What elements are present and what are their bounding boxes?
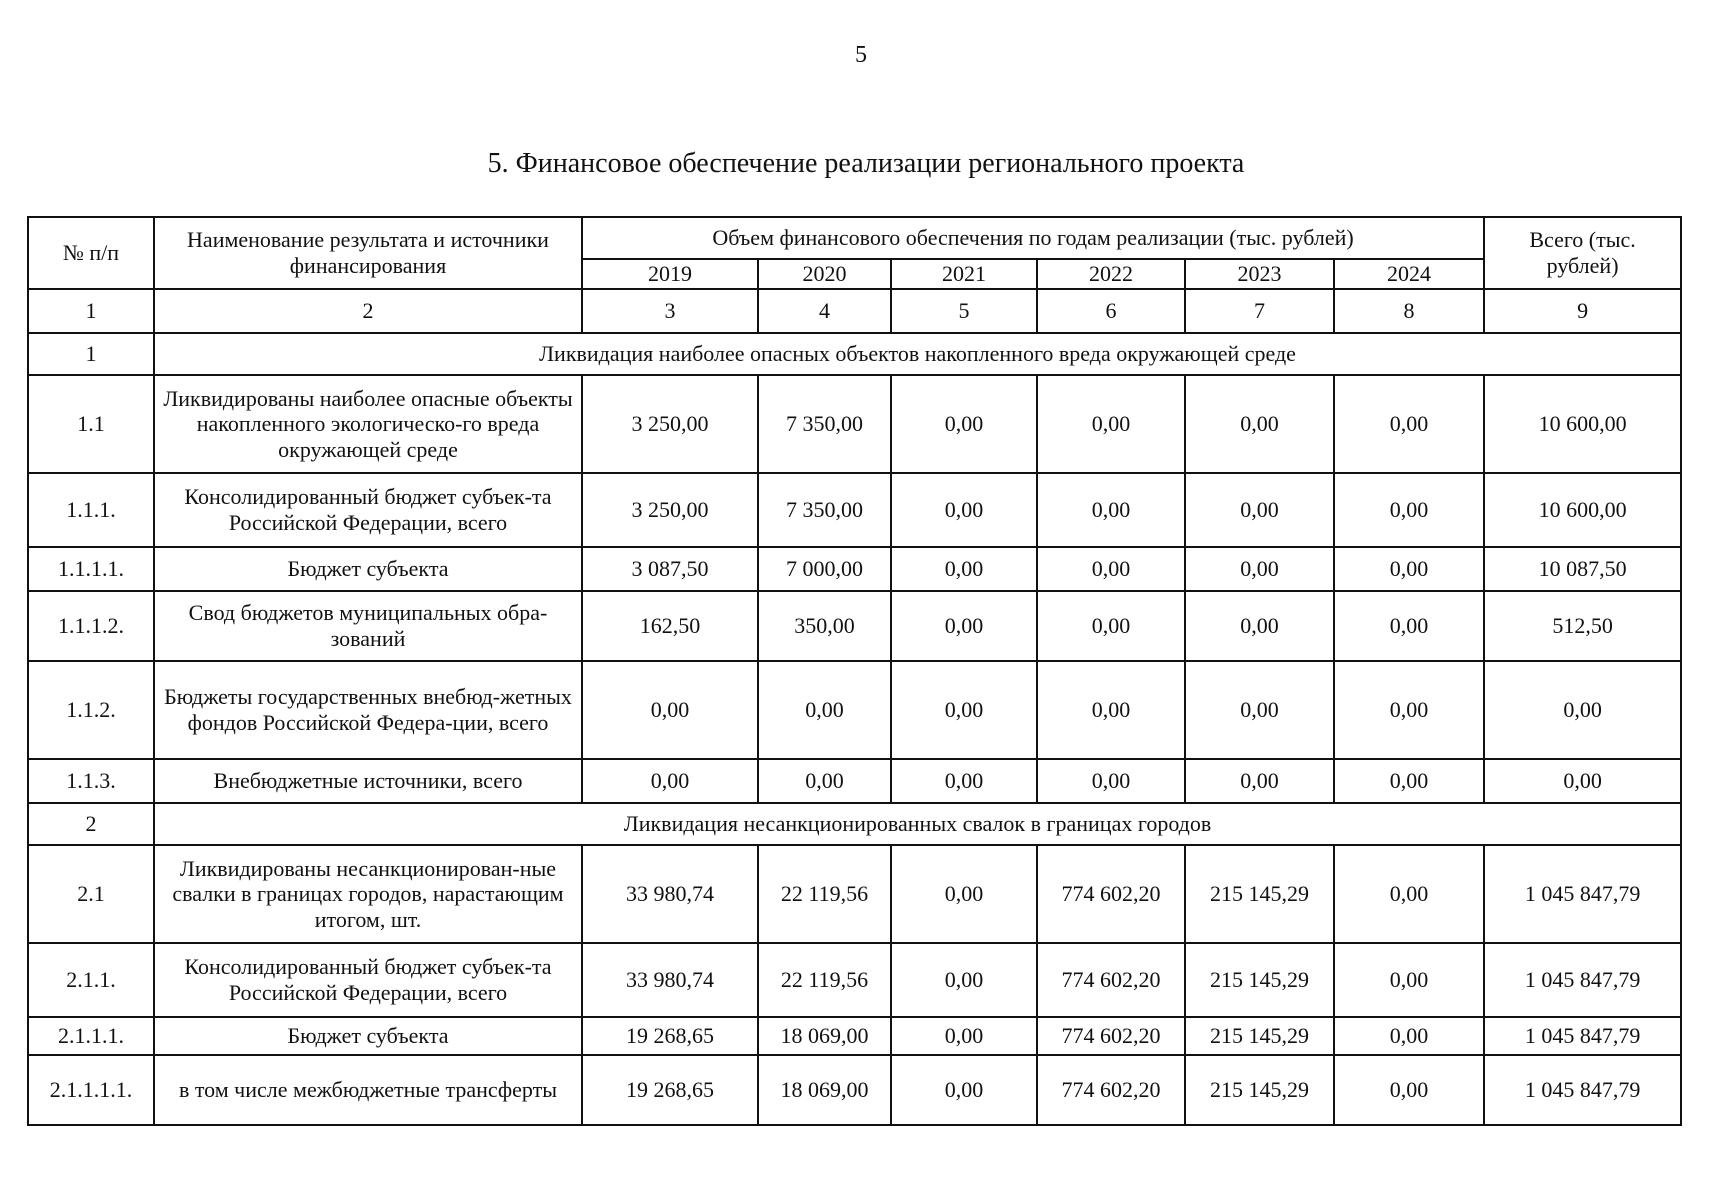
row-name: Внебюджетные источники, всего [154, 759, 582, 803]
year-value: 0,00 [1334, 661, 1484, 759]
column-number: 9 [1484, 289, 1681, 333]
year-value: 0,00 [1037, 661, 1185, 759]
year-value: 0,00 [582, 661, 758, 759]
year-value: 0,00 [1334, 375, 1484, 473]
year-value: 0,00 [758, 661, 891, 759]
year-value: 774 602,20 [1037, 845, 1185, 943]
year-value: 0,00 [1037, 759, 1185, 803]
year-value: 19 268,65 [582, 1055, 758, 1125]
row-name: Консолидированный бюджет субъек-та Российской Федерации, всего [154, 943, 582, 1017]
header-year: 2021 [891, 259, 1037, 289]
year-value: 0,00 [1334, 473, 1484, 547]
section-row [28, 803, 1681, 845]
row-name: Свод бюджетов муниципальных обра-зований [154, 591, 582, 661]
year-value: 0,00 [1185, 547, 1334, 591]
table-row [28, 1055, 1681, 1125]
column-number: 8 [1334, 289, 1484, 333]
section-number: 1 [28, 333, 154, 375]
year-value: 0,00 [1334, 943, 1484, 1017]
year-value: 0,00 [1037, 473, 1185, 547]
year-value: 33 980,74 [582, 845, 758, 943]
column-number: 1 [28, 289, 154, 333]
row-total: 10 600,00 [1484, 375, 1681, 473]
year-value: 0,00 [1334, 759, 1484, 803]
year-value: 0,00 [1185, 375, 1334, 473]
table-row [28, 845, 1681, 943]
year-value: 0,00 [1185, 591, 1334, 661]
year-value: 0,00 [1037, 591, 1185, 661]
column-number: 4 [758, 289, 891, 333]
column-number: 3 [582, 289, 758, 333]
row-total: 1 045 847,79 [1484, 845, 1681, 943]
section-title: Ликвидация наиболее опасных объектов накопленного вреда окружающей среде [154, 333, 1681, 375]
row-total: 0,00 [1484, 661, 1681, 759]
column-number: 6 [1037, 289, 1185, 333]
year-value: 18 069,00 [758, 1055, 891, 1125]
row-name: Ликвидированы наиболее опасные объекты накопленного экологическо-го вреда окружающей среде [154, 375, 582, 473]
page-title: 5. Финансовое обеспечение реализации регионального проекта [487, 148, 1245, 179]
header-year: 2019 [582, 259, 758, 289]
header-num: № п/п [28, 217, 154, 289]
header-year: 2023 [1185, 259, 1334, 289]
row-total: 1 045 847,79 [1484, 1055, 1681, 1125]
year-value: 22 119,56 [758, 845, 891, 943]
year-value: 0,00 [1334, 591, 1484, 661]
header-year: 2020 [758, 259, 891, 289]
year-value: 0,00 [758, 759, 891, 803]
row-number: 1.1 [28, 375, 154, 473]
year-value: 19 268,65 [582, 1017, 758, 1055]
year-value: 0,00 [1334, 1017, 1484, 1055]
row-name: в том числе межбюджетные трансферты [154, 1055, 582, 1125]
row-number: 1.1.1.1. [28, 547, 154, 591]
header-row [28, 217, 1681, 259]
row-number: 1.1.2. [28, 661, 154, 759]
section-row [28, 333, 1681, 375]
year-value: 0,00 [1334, 845, 1484, 943]
row-name: Бюджеты государственных внебюд-жетных фондов Российской Федера-ции, всего [154, 661, 582, 759]
year-value: 215 145,29 [1185, 943, 1334, 1017]
year-value: 7 000,00 [758, 547, 891, 591]
header-total: Всего (тыс. рублей) [1484, 217, 1681, 289]
year-value: 0,00 [1037, 375, 1185, 473]
year-value: 7 350,00 [758, 375, 891, 473]
row-number: 1.1.1. [28, 473, 154, 547]
table-row [28, 943, 1681, 1017]
year-value: 215 145,29 [1185, 1055, 1334, 1125]
year-value: 0,00 [891, 759, 1037, 803]
table-row [28, 547, 1681, 591]
row-total: 10 087,50 [1484, 547, 1681, 591]
column-number: 2 [154, 289, 582, 333]
column-number-row [28, 289, 1681, 333]
year-value: 0,00 [1185, 661, 1334, 759]
table-row [28, 759, 1681, 803]
year-value: 0,00 [891, 375, 1037, 473]
year-value: 0,00 [1334, 1055, 1484, 1125]
row-total: 0,00 [1484, 759, 1681, 803]
year-value: 33 980,74 [582, 943, 758, 1017]
year-value: 0,00 [891, 473, 1037, 547]
year-value: 215 145,29 [1185, 1017, 1334, 1055]
year-value: 0,00 [582, 759, 758, 803]
year-value: 18 069,00 [758, 1017, 891, 1055]
year-value: 0,00 [1334, 547, 1484, 591]
year-value: 0,00 [1037, 547, 1185, 591]
header-volume: Объем финансового обеспечения по годам реализации (тыс. рублей) [582, 217, 1484, 259]
year-value: 0,00 [1185, 759, 1334, 803]
row-total: 1 045 847,79 [1484, 1017, 1681, 1055]
header-name: Наименование результата и источники финансирования [154, 217, 582, 289]
year-value: 3 087,50 [582, 547, 758, 591]
row-number: 2.1.1.1.1. [28, 1055, 154, 1125]
year-value: 3 250,00 [582, 375, 758, 473]
year-value: 0,00 [1185, 473, 1334, 547]
year-value: 350,00 [758, 591, 891, 661]
section-title: Ликвидация несанкционированных свалок в границах городов [154, 803, 1681, 845]
year-value: 0,00 [891, 1055, 1037, 1125]
row-total: 10 600,00 [1484, 473, 1681, 547]
year-value: 162,50 [582, 591, 758, 661]
year-value: 0,00 [891, 1017, 1037, 1055]
financing-table [27, 216, 1682, 1126]
year-value: 774 602,20 [1037, 1055, 1185, 1125]
year-value: 774 602,20 [1037, 1017, 1185, 1055]
row-name: Консолидированный бюджет субъек-та Российской Федерации, всего [154, 473, 582, 547]
header-year: 2024 [1334, 259, 1484, 289]
row-name: Бюджет субъекта [154, 1017, 582, 1055]
table-row [28, 591, 1681, 661]
table-row [28, 1017, 1681, 1055]
row-number: 1.1.3. [28, 759, 154, 803]
column-number: 5 [891, 289, 1037, 333]
year-value: 22 119,56 [758, 943, 891, 1017]
table-row [28, 473, 1681, 547]
year-value: 3 250,00 [582, 473, 758, 547]
row-number: 2.1.1. [28, 943, 154, 1017]
page-number: 5 [855, 42, 867, 68]
year-value: 0,00 [891, 845, 1037, 943]
year-value: 7 350,00 [758, 473, 891, 547]
row-number: 2.1.1.1. [28, 1017, 154, 1055]
year-value: 774 602,20 [1037, 943, 1185, 1017]
row-name: Бюджет субъекта [154, 547, 582, 591]
year-value: 0,00 [891, 943, 1037, 1017]
year-value: 0,00 [891, 547, 1037, 591]
row-name: Ликвидированы несанкционирован-ные свалки в границах городов, нарастающим итогом, шт. [154, 845, 582, 943]
year-value: 0,00 [891, 661, 1037, 759]
row-number: 2.1 [28, 845, 154, 943]
row-number: 1.1.1.2. [28, 591, 154, 661]
table-row [28, 661, 1681, 759]
table-row [28, 375, 1681, 473]
section-number: 2 [28, 803, 154, 845]
header-year: 2022 [1037, 259, 1185, 289]
year-value: 0,00 [891, 591, 1037, 661]
row-total: 1 045 847,79 [1484, 943, 1681, 1017]
year-value: 215 145,29 [1185, 845, 1334, 943]
column-number: 7 [1185, 289, 1334, 333]
row-total: 512,50 [1484, 591, 1681, 661]
